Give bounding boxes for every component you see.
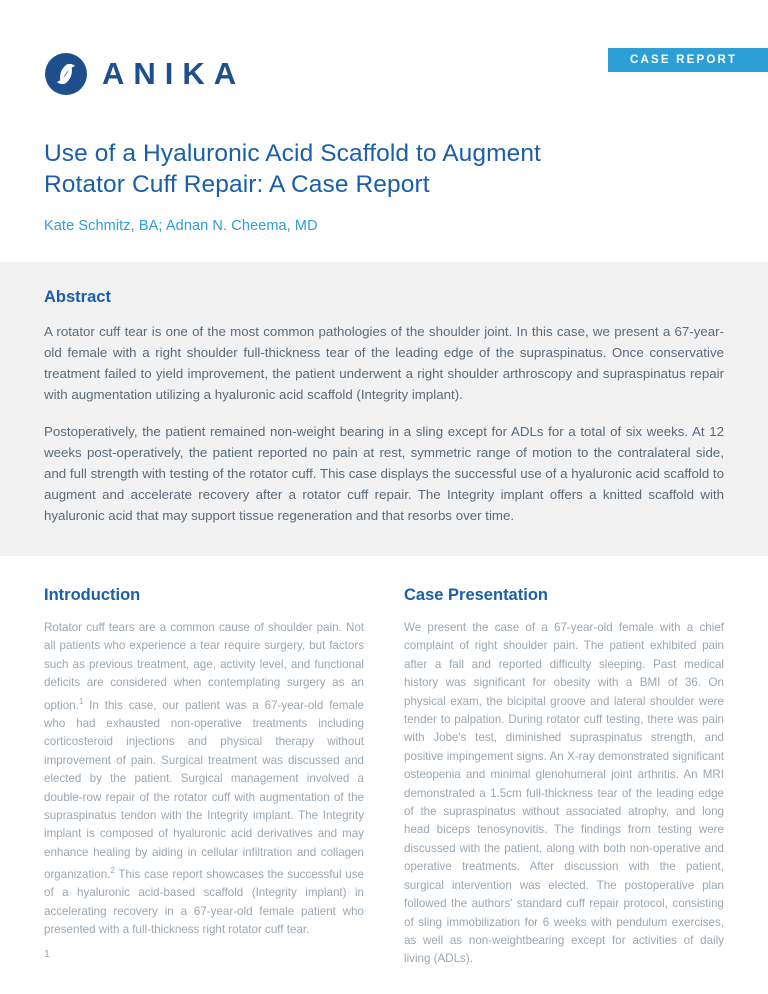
document-header <box>0 0 768 120</box>
author-list: Kate Schmitz, BA; Adnan N. Cheema, MD <box>44 218 318 234</box>
abstract-heading: Abstract <box>44 288 111 306</box>
abstract-paragraph: A rotator cuff tear is one of the most common pathologies of the shoulder joint. In this case, we present a 67-year-old female with a right shoulder full-thickness tear of the leading edge of the supraspinatus. Once conservative treatment failed to yield improvement, the patient underwent a right shoulder arthroscopy and supraspinatus repair with augmentation utilizing a hyaluronic acid scaffold (Integrity implant). <box>44 324 724 402</box>
page-title <box>44 138 724 200</box>
section-body-case-presentation <box>404 619 724 969</box>
citation-marker-2: 2 <box>110 866 115 876</box>
column-introduction <box>44 586 364 969</box>
column-case-presentation <box>404 586 724 969</box>
citation-marker-1: 1 <box>78 696 84 706</box>
intro-text-post: This case report showcases the successful use of a hyaluronic acid-based scaffold (Integrity implant) in accelerating recovery in a 67-year-old female patient who presented with a full-thickness right rotator cuff tear. <box>44 868 364 937</box>
body-columns <box>0 556 768 969</box>
brand-logo <box>44 52 245 96</box>
page-title-line2: Rotator Cuff Repair: A Case Report <box>44 171 430 198</box>
title-block <box>0 120 768 234</box>
brand-logo-text: ANIKA <box>102 56 246 91</box>
section-heading-introduction: Introduction <box>44 586 141 604</box>
abstract-section <box>0 262 768 556</box>
intro-text-mid: In this case, our patient was a 67-year-old female who had exhausted non-operative treatments including corticosteroid injections and physical therapy without improvement of pain. Surgical treatment was discussed and elected by the patient. Surgical management involved a double-row repair of the rotator cuff with augmentation of the supraspinatus tendon with the Integrity implant. The Integrity implant is composed of hyaluronic acid derivatives and may enhance healing by aiding in cellular infiltration and collagen organization. <box>44 698 364 881</box>
intro-text-pre: Rotator cuff tears are a common cause of shoulder pain. Not all patients who experience a tear require surgery, but factors such as previous treatment, age, activity level, and functional deficits are considered when contemplating surgery as an option. <box>44 621 364 712</box>
case-report-badge: CASE REPORT <box>608 48 768 72</box>
abstract-paragraph: Postoperatively, the patient remained non-weight bearing in a sling except for ADLs for a total of six weeks. At 12 weeks post-operatively, the patient reported no pain at rest, symmetric range of motion to the contralateral side, and full strength with testing of the rotator cuff. This case displays the successful use of a hyaluronic acid scaffold to augment and accelerate recovery after a rotator cuff repair. The Integrity implant offers a knitted scaffold with hyaluronic acid that may support tissue regeneration and that resorbs over time. <box>44 424 724 523</box>
anika-swirl-logo-icon <box>44 52 88 96</box>
section-body-introduction <box>44 619 364 940</box>
page-number: 1 <box>44 948 50 960</box>
section-heading-case-presentation: Case Presentation <box>404 586 548 604</box>
page-title-line1: Use of a Hyaluronic Acid Scaffold to Augment <box>44 140 541 167</box>
case-text-pre: We present the case of a 67-year-old female with a chief complaint of right shoulder pain. The patient exhibited pain after a fall and reported difficulty sleeping. Past medical history was significant for obesity with a BMI of 36. On physical exam, the bicipital groove and lateral shoulder were tender to palpation. During rotator cuff testing, there was pain with Jobe's test, diminished supraspinatus strength, and positive impingement signs. An X-ray demonstrated significant osteopenia and minimal glenohumeral joint arthritis. An MRI demonstrated a 1.5cm full-thickness tear of the leading edge of the supraspinatus without associated atrophy, and long head biceps tenosynovitis. The findings from testing were discussed with the patient, along with both non-operative and operative treatments. After discussion with the patient, surgical intervention was elected. The postoperative plan followed the authors' standard cuff repair protocol, consisting of sling immobilization for 6 weeks with pendulum exercises, as well as non-weightbearing except for activities of daily living (ADLs). <box>404 621 724 966</box>
